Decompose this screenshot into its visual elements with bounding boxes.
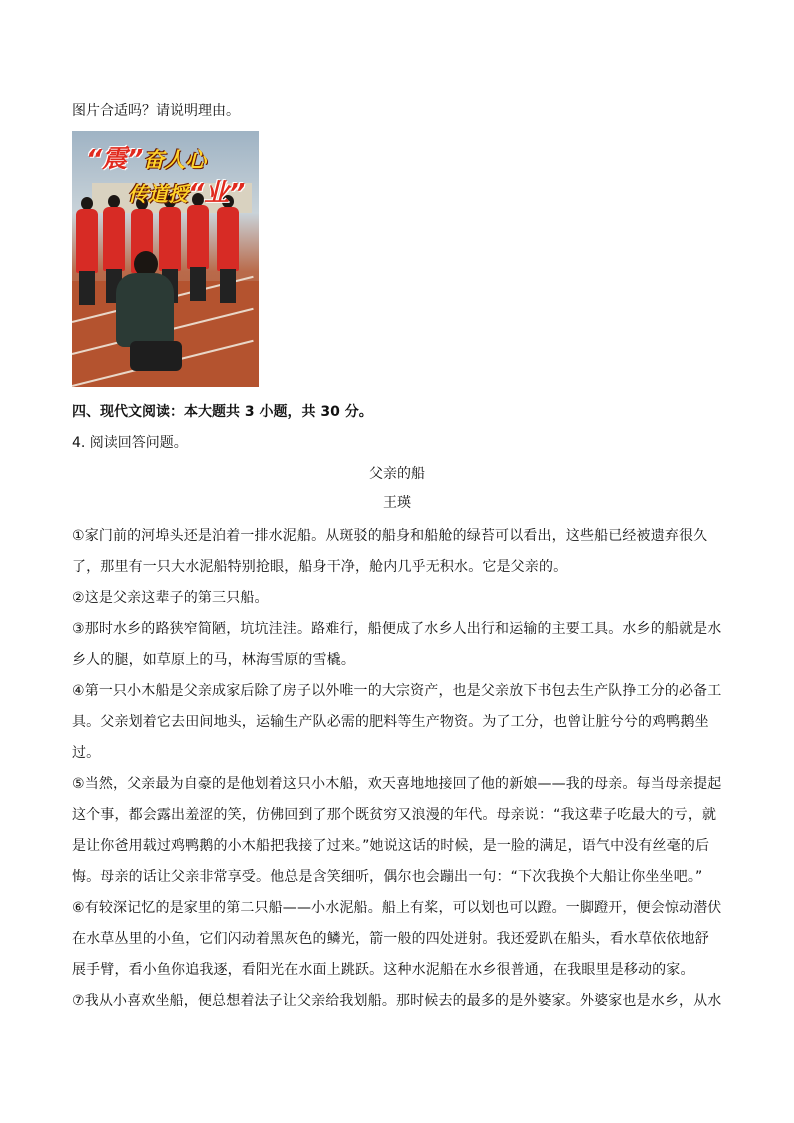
article-paragraph: ⑤当然，父亲最为自豪的是他划着这只小木船，欢天喜地地接回了他的新娘——我的母亲。每当母亲提起这个事，都会露出羞涩的笑，仿佛回到了那个既贫穷又浪漫的年代。母亲说：“我这辈子吃最大的亏，就是让你爸用载过鸡鸭鹅的小木船把我接了过来。”她说这话的时候，是一脸的满足，语气中没有丝毫的后悔。母亲的话让父亲非常享受。他总是含笑细听，偶尔也会蹦出一句：“下次我换个大船让你坐坐吧。” xyxy=(72,776,722,885)
article-paragraph: ⑥有较深记忆的是家里的第二只船——小水泥船。船上有桨，可以划也可以蹬。一脚蹬开，便会惊动潜伏在水草丛里的小鱼，它们闪动着黑灰色的鳞光，箭一般的四处迸射。我还爱趴在船头，看水草依依地舒展手臂，看小鱼你追我逐，看阳光在水面上跳跃。这种水泥船在水乡很普通，在我眼里是移动的家。 xyxy=(72,900,722,978)
article-title: 父亲的船 xyxy=(369,466,425,482)
article-author: 王瑛 xyxy=(383,495,411,511)
page-content xyxy=(72,100,722,1017)
poster-caption-keyword: “业” xyxy=(188,178,246,207)
article-paragraph: ③那时水乡的路狭窄简陋，坑坑洼洼。路难行，船便成了水乡人出行和运输的主要工具。水乡的船就是水乡人的腿，如草原上的马，林海雪原的雪橇。 xyxy=(72,621,722,668)
section-heading: 四、现代文阅读：本大题共 3 小题，共 30 分。 xyxy=(72,404,373,420)
poster-photo xyxy=(72,131,259,387)
article-paragraph: ⑦我从小喜欢坐船，便总想着法子让父亲给我划船。那时候去的最多的是外婆家。外婆家也是水乡，从水 xyxy=(72,993,722,1009)
poster-caption-text: 传道授 xyxy=(128,182,188,206)
poster-caption-text: 奋人心 xyxy=(143,148,207,172)
article-paragraph: ④第一只小木船是父亲成家后除了房子以外唯一的大宗资产，也是父亲放下书包去生产队挣工分的必备工具。父亲划着它去田间地头，运输生产队必需的肥料等生产物资。为了工分，也曾让脏兮兮的鸡鸭鹅坐过。 xyxy=(72,683,722,761)
article-paragraph: ①家门前的河埠头还是泊着一排水泥船。从斑驳的船身和船舱的绿苔可以看出，这些船已经被遗弃很久了，那里有一只大水泥船特别抢眼，船身干净，舱内几乎无积水。它是父亲的。 xyxy=(72,528,708,575)
poster-caption-line2 xyxy=(128,173,245,209)
article-paragraph: ②这是父亲这辈子的第三只船。 xyxy=(72,590,269,606)
question-label: 4. 阅读回答问题。 xyxy=(72,435,188,451)
poster-caption-line1 xyxy=(86,139,206,175)
question-text: 图片合适吗？请说明理由。 xyxy=(72,103,240,119)
poster-caption-keyword: “震” xyxy=(86,144,144,173)
